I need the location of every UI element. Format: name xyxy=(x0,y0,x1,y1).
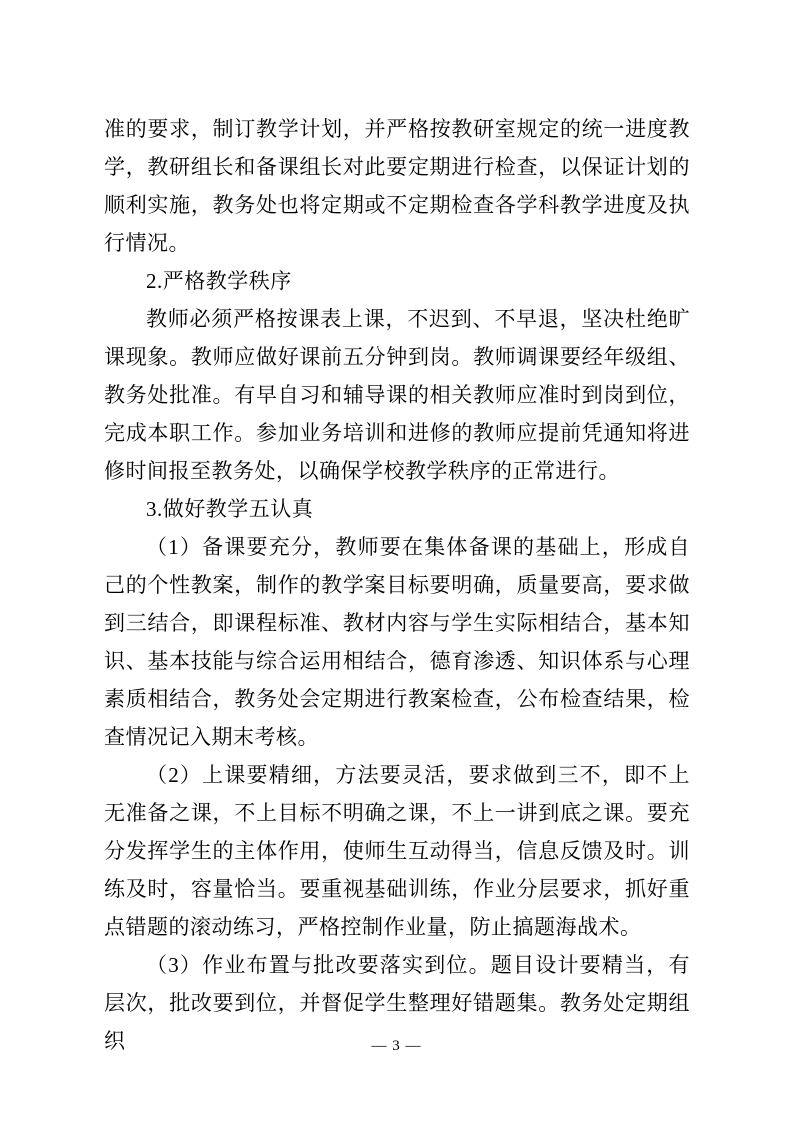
section-heading-2: 2.严格教学秩序 xyxy=(146,269,292,293)
paragraph-item-2-classroom-teaching: （2）上课要精细，方法要灵活，要求做到三不，即不上无准备之课，不上目标不明确之课，不上一讲到底之课。要充分发挥学生的主体作用，使师生互动得当，信息反馈及时。训练及时，容量恰当。要重视基础训练，作业分层要求，抓好重点错题的滚动练习，严格控制作业量，防止搞题海战术。 xyxy=(104,763,690,939)
page-footer xyxy=(0,1038,793,1055)
section-heading-3: 3.做好教学五认真 xyxy=(146,497,314,521)
page-number: — 3 — xyxy=(371,1038,422,1054)
paragraph-item-3-homework: （3）作业布置与批改要落实到位。题目设计要精当，有层次，批改要到位，并督促学生整理好错题集。教务处定期组织 xyxy=(104,953,690,1053)
paragraph-item-1-lesson-prep: （1）备课要充分，教师要在集体备课的基础上，形成自己的个性教案，制作的教学案目标要明确，质量要高，要求做到三结合，即课程标准、教材内容与学生实际相结合，基本知识、基本技能与综合运用相结合，德育渗透、知识体系与心理素质相结合，教务处会定期进行教案检查，公布检查结果，检查情况记入期末考核。 xyxy=(104,535,690,749)
document-body xyxy=(104,110,690,1060)
paragraph-teaching-order: 教师必须严格按课表上课，不迟到、不早退，坚决杜绝旷课现象。教师应做好课前五分钟到岗。教师调课要经年级组、教务处批准。有早自习和辅导课的相关教师应准时到岗到位，完成本职工作。参加业务培训和进修的教师应提前凭通知将进修时间报至教务处，以确保学校教学秩序的正常进行。 xyxy=(104,307,690,483)
paragraph-continuation: 准的要求，制订教学计划，并严格按教研室规定的统一进度教学，教研组长和备课组长对此要定期进行检查，以保证计划的顺利实施，教务处也将定期或不定期检查各学科教学进度及执行情况。 xyxy=(104,117,690,255)
